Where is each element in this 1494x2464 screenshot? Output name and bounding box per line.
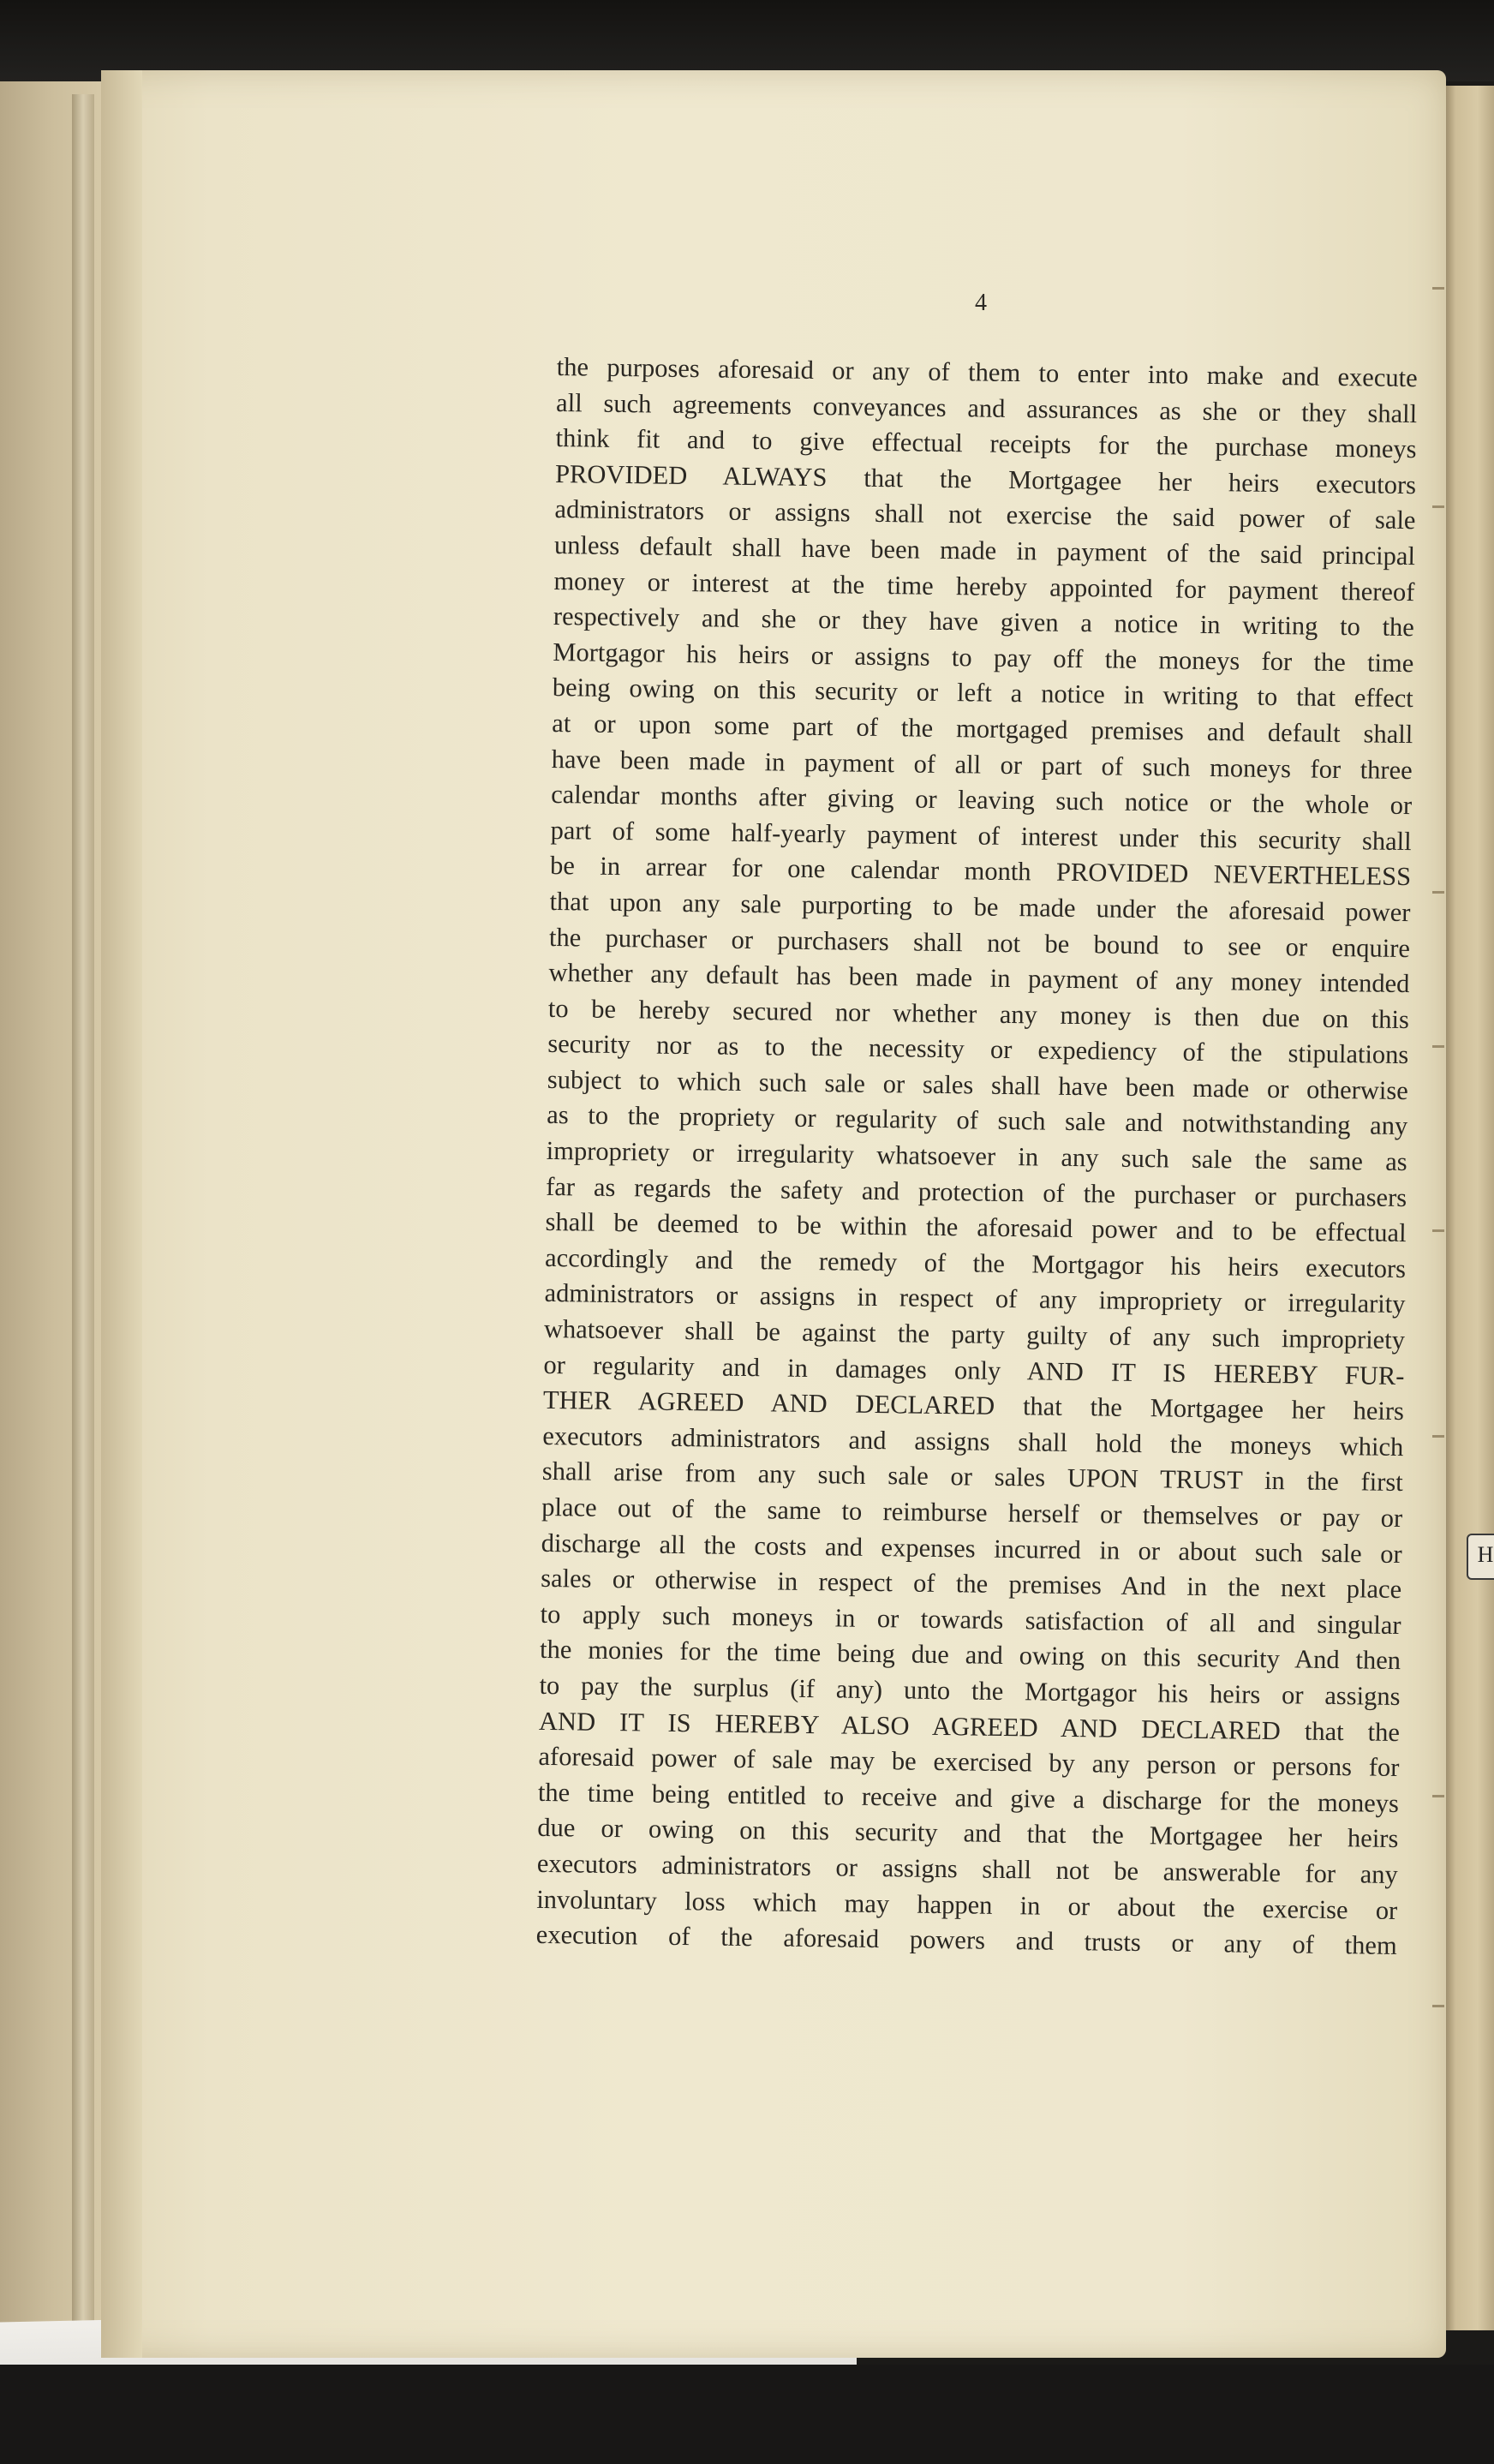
text-line: or regularity and in damages only AND IT IS HEREBY FUR- bbox=[543, 1349, 1405, 1390]
text-line: whatsoever shall be against the party guilty of any such impropriety bbox=[543, 1313, 1406, 1355]
text-line: administrators or assigns in respect of any impropriety or irregularity bbox=[544, 1278, 1406, 1319]
text-line: far as regards the safety and protection of the purchaser or purchasers bbox=[545, 1171, 1407, 1212]
text-line: impropriety or irregularity whatsoever in any such sale the same as bbox=[546, 1135, 1407, 1177]
text-line: THER AGREED AND DECLARED that the Mortgagee her heirs bbox=[542, 1385, 1405, 1426]
text-line: the time being entitled to receive and give a discharge for the moneys bbox=[537, 1777, 1400, 1818]
text-line: to apply such moneys in or towards satisfaction of all and singular bbox=[540, 1599, 1401, 1640]
binding-stitch bbox=[1432, 1795, 1444, 1797]
text-line: at or upon some part of the mortgaged premises and default shall bbox=[552, 708, 1413, 750]
text-line: all such agreements conveyances and assurances as she or they shall bbox=[555, 387, 1418, 428]
text-line: think fit and to give effectual receipts for the purchase moneys bbox=[555, 423, 1417, 464]
text-line: shall be deemed to be within the aforesaid power and to be effectual bbox=[545, 1207, 1407, 1248]
text-line: the purposes aforesaid or any of them to enter into make and execute bbox=[556, 351, 1418, 393]
page-gutter bbox=[101, 70, 142, 2358]
text-line: respectively and she or they have given a notice in writing to the bbox=[553, 601, 1415, 643]
previous-page-fold bbox=[72, 94, 94, 2339]
text-line: sales or otherwise in respect of the premises And in the next place bbox=[541, 1564, 1402, 1605]
text-line: due or owing on this security and that the Mortgagee her heirs bbox=[537, 1813, 1399, 1854]
text-line: discharge all the costs and expenses incurred in or about such sale or bbox=[541, 1528, 1402, 1569]
text-line: PROVIDED ALWAYS that the Mortgagee her heirs executors bbox=[554, 458, 1417, 499]
binding-stitch bbox=[1432, 1045, 1444, 1048]
page-number: 4 bbox=[975, 290, 987, 316]
text-line: involuntary loss which may happen in or about the exercise or bbox=[536, 1884, 1398, 1925]
text-line: to be hereby secured nor whether any money is then due on this bbox=[547, 993, 1410, 1034]
text-line: security nor as to the necessity or expediency of the stipulations bbox=[547, 1029, 1409, 1070]
binding-stitch bbox=[1432, 2005, 1444, 2007]
text-line: as to the propriety or regularity of such sale and notwithstanding any bbox=[547, 1100, 1408, 1141]
text-line: shall arise from any such sale or sales UPON TRUST in the first bbox=[541, 1456, 1403, 1498]
text-line: whether any default has been made in payment of any money intended bbox=[548, 958, 1410, 999]
text-line: calendar months after giving or leaving such notice or the whole or bbox=[550, 780, 1413, 821]
text-line: executors administrators or assigns shall not be answerable for any bbox=[536, 1848, 1399, 1889]
next-page-edge bbox=[1439, 86, 1494, 2330]
text-line: aforesaid power of sale may be exercised by any person or persons for bbox=[538, 1742, 1400, 1783]
text-line: that upon any sale purporting to be made under the aforesaid power bbox=[549, 886, 1411, 928]
binding-stitch bbox=[1432, 1229, 1444, 1232]
text-line: Mortgagor his heirs or assigns to pay off the moneys for the time bbox=[553, 637, 1414, 678]
scanner-background-top bbox=[0, 0, 1494, 81]
text-line: accordingly and the remedy of the Mortgagor his heirs executors bbox=[544, 1242, 1407, 1283]
text-line: have been made in payment of all or part of such moneys for three bbox=[551, 744, 1413, 785]
text-line: executors administrators and assigns shall hold the moneys which bbox=[542, 1420, 1404, 1462]
binding-stitch bbox=[1432, 505, 1444, 508]
binding-stitch bbox=[1432, 891, 1444, 894]
text-line: subject to which such sale or sales shall have been made or otherwise bbox=[547, 1064, 1408, 1105]
scanner-background-bottom bbox=[0, 2365, 1494, 2464]
text-line: money or interest at the time hereby appointed for payment thereof bbox=[553, 565, 1415, 607]
index-tab: H bbox=[1467, 1534, 1494, 1580]
text-line: AND IT IS HEREBY ALSO AGREED AND DECLARED that the bbox=[538, 1706, 1401, 1747]
deed-text-block bbox=[535, 350, 1417, 1965]
text-line: the purchaser or purchasers shall not be bound to see or enquire bbox=[548, 922, 1411, 963]
text-line: the monies for the time being due and owing on this security And then bbox=[539, 1635, 1401, 1676]
text-line: to pay the surplus (if any) unto the Mortgagor his heirs or assigns bbox=[539, 1670, 1401, 1711]
binding-stitch bbox=[1432, 1435, 1444, 1438]
text-line: unless default shall have been made in payment of the said principal bbox=[553, 529, 1416, 571]
text-line: being owing on this security or left a notice in writing to that effect bbox=[552, 673, 1413, 714]
text-line: administrators or assigns shall not exercise the said power of sale bbox=[554, 494, 1416, 535]
text-line: place out of the same to reimburse herself or themselves or pay or bbox=[541, 1492, 1403, 1534]
text-line: part of some half-yearly payment of interest under this security shall bbox=[550, 815, 1412, 856]
text-line: execution of the aforesaid powers and trusts or any of them bbox=[535, 1919, 1397, 1961]
binding-stitch bbox=[1432, 287, 1444, 290]
text-line: be in arrear for one calendar month PROVIDED NEVERTHELESS bbox=[549, 851, 1412, 892]
